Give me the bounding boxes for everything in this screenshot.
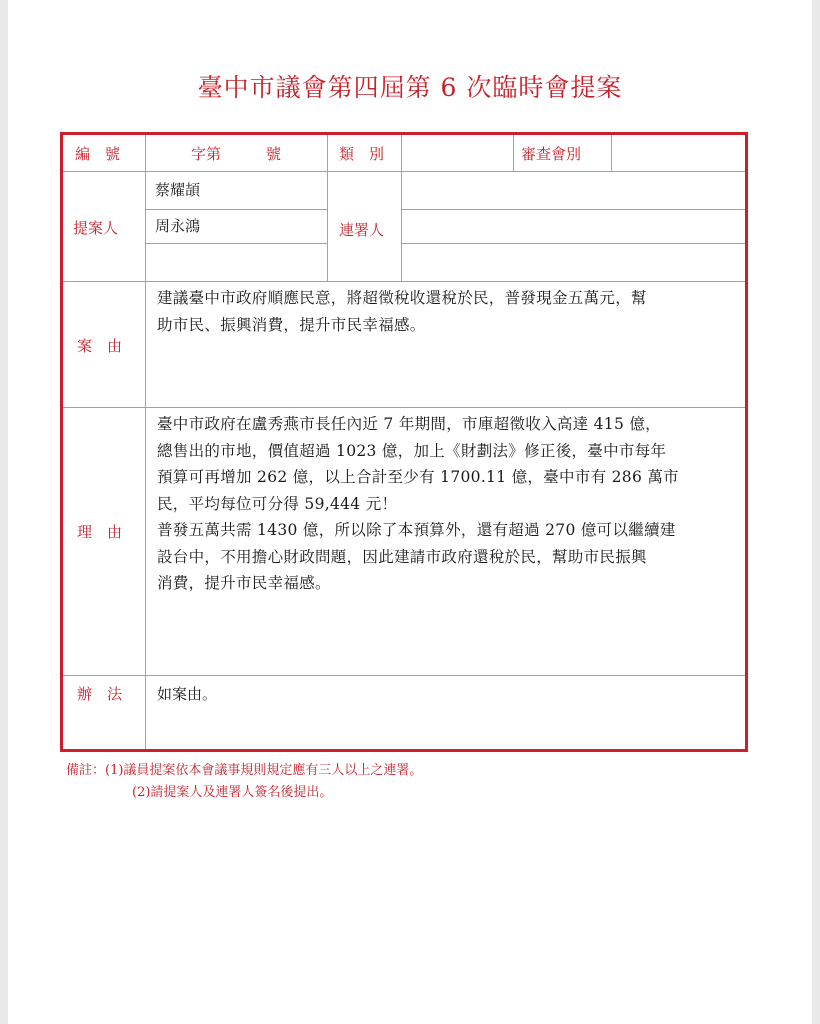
row-divider xyxy=(145,243,327,244)
proposer-label: 提案人 xyxy=(73,219,119,237)
note-line: (2)請提案人及連署人簽名後提出。 xyxy=(132,785,333,800)
row-divider xyxy=(63,171,745,172)
proposal-form-table xyxy=(60,132,748,752)
row-divider xyxy=(63,675,745,676)
proposer-name: 周永鴻 xyxy=(155,217,201,235)
category-label: 類 別 xyxy=(339,145,385,163)
col-divider xyxy=(611,135,612,171)
number-label: 編 號 xyxy=(75,145,121,163)
col-divider xyxy=(145,135,146,749)
row-divider xyxy=(145,209,327,210)
note-line: 備註：(1)議員提案依本會議事規則規定應有三人以上之連署。 xyxy=(66,763,423,778)
review-committee-label: 審查會別 xyxy=(521,145,582,163)
notes-section xyxy=(66,760,422,804)
col-divider xyxy=(327,135,328,281)
document-page xyxy=(8,0,812,1024)
method-text: 如案由。 xyxy=(157,685,218,703)
method-label: 辦 法 xyxy=(77,685,123,703)
proposer-name: 蔡耀頡 xyxy=(155,181,201,199)
subject-text: 建議臺中市政府順應民意，將超徵稅收還稅於民，普發現金五萬元，幫 助市民、振興消費，提升市民幸福感。 xyxy=(157,289,647,334)
serial-label: 字第 號 xyxy=(191,145,282,163)
row-divider xyxy=(401,209,745,210)
reason-label: 理 由 xyxy=(77,523,123,541)
col-divider xyxy=(513,135,514,171)
reason-text: 臺中市政府在盧秀燕市長任內近 7 年期間，市庫超徵收入高達 415 億， 總售出的市地，價值超過 1023 億，加上《財劃法》修正後，臺中市每年 預算可再增加 262 億，以上合計至少有 1700.11 億，臺中市有 286 萬市 民，平均每位可分得 59,444 元！ 普發五萬共需 1430 億，所以除了本預算外，還有超過 270 億可以繼續建 設台中，不用擔心財政問題，因此建請市政府還稅於民，幫助市民振興 消費，提升市民幸福感。 xyxy=(157,415,679,592)
row-divider xyxy=(401,243,745,244)
page-title: 臺中市議會第四屆第 6 次臨時會提案 xyxy=(197,73,623,102)
row-divider xyxy=(63,281,745,282)
cosigner-label: 連署人 xyxy=(339,221,385,239)
row-divider xyxy=(63,407,745,408)
subject-label: 案 由 xyxy=(77,337,123,355)
col-divider xyxy=(401,135,402,281)
